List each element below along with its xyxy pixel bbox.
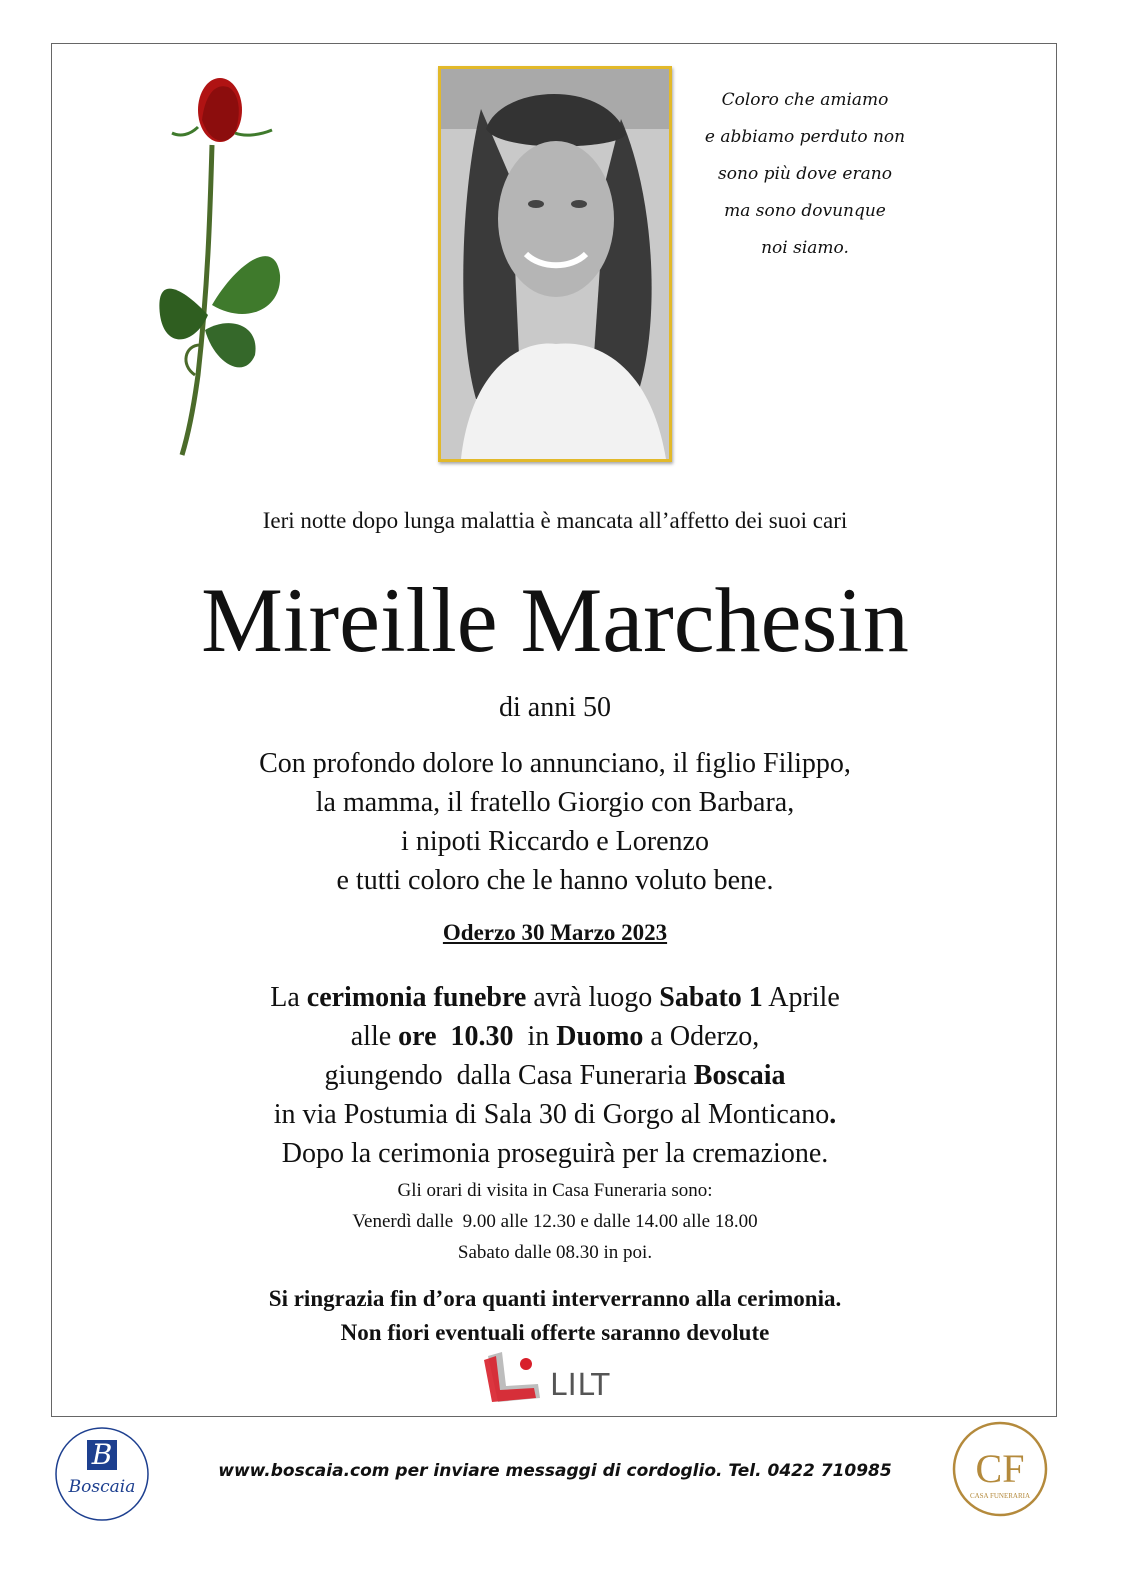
intro-text: Ieri notte dopo lunga malattia è mancata all’affetto dei suoi cari [262,508,848,533]
lilt-label: LILT [550,1368,611,1403]
ceremony-line-3 [0,1056,1110,1095]
text: in [513,1021,557,1052]
poem-line: Coloro che amiamo [721,90,889,110]
boscaia-logo-letter: B [91,1438,113,1471]
deceased-age: di anni 50 [499,692,611,723]
visit-line: Sabato dalle 08.30 in poi. [457,1242,653,1263]
text: . [829,1099,837,1130]
place-date [0,920,1110,946]
ceremony-day: Sabato 1 [659,982,763,1013]
footer-contact: www.boscaia.com per inviare messaggi di cordoglio. Tel. 0422 710985 [218,1461,892,1481]
text: a Oderzo, [643,1021,760,1052]
ceremony-details [0,978,1110,1173]
text: giungendo dalla Casa Funeraria [324,1060,694,1091]
family-line: i nipoti Riccardo e Lorenzo [401,826,709,857]
ceremony-type: cerimonia funebre [306,982,527,1013]
poem-line: ma sono dovunque [724,201,886,221]
text: avrà luogo [526,982,660,1013]
family-line: Con profondo dolore lo annunciano, il figlio Filippo, [259,748,851,779]
funeral-home-name: Boscaia [693,1060,786,1091]
poem [690,82,920,267]
text: Aprile [762,982,840,1013]
cf-logo-letters: CF [975,1446,1025,1491]
deceased-name: Mireille Marchesin [201,569,909,671]
family-line: e tutti coloro che le hanno voluto bene. [336,865,774,896]
cf-logo-text: CASA FUNERARIA [969,1492,1031,1500]
address: in via Postumia di Sala 30 di Gorgo al Monticano [273,1099,830,1130]
text: alle [350,1021,399,1052]
portrait-photo [438,66,672,462]
thanks-line: Non fiori eventuali offerte saranno devolute [340,1320,770,1345]
text: La [270,982,307,1013]
place-date-text: Oderzo 30 Marzo 2023 [442,920,668,945]
ceremony-line-4 [0,1095,1110,1134]
poem-line: e abbiamo perduto non [704,127,906,147]
visiting-hours [0,1175,1110,1268]
portrait-image [441,69,669,459]
ceremony-line-1 [0,978,1110,1017]
boscaia-logo-text: Boscaia [68,1477,136,1497]
family-announcement [0,744,1110,900]
visit-line: Gli orari di visita in Casa Funeraria sono: [397,1180,713,1201]
lilt-icon [478,1346,548,1410]
visit-line: Venerdì dalle 9.00 alle 12.30 e dalle 14.00 alle 18.00 [352,1211,758,1232]
family-line: la mamma, il fratello Giorgio con Barbara, [315,787,795,818]
casa-funeraria-logo [951,1420,1049,1518]
ceremony-time: ore 10.30 [398,1021,514,1052]
ceremony-venue: Duomo [556,1021,644,1052]
poem-line: noi siamo. [761,238,849,258]
ceremony-line-5: Dopo la cerimonia proseguirà per la cremazione. [281,1138,829,1169]
thanks-line: Si ringrazia fin d’ora quanti interverranno alla cerimonia. [268,1286,842,1311]
thanks-note [0,1282,1110,1350]
poem-line: sono più dove erano [718,164,892,184]
lilt-logo [478,1346,628,1410]
red-rose-illustration [150,75,290,460]
ceremony-line-2 [0,1017,1110,1056]
